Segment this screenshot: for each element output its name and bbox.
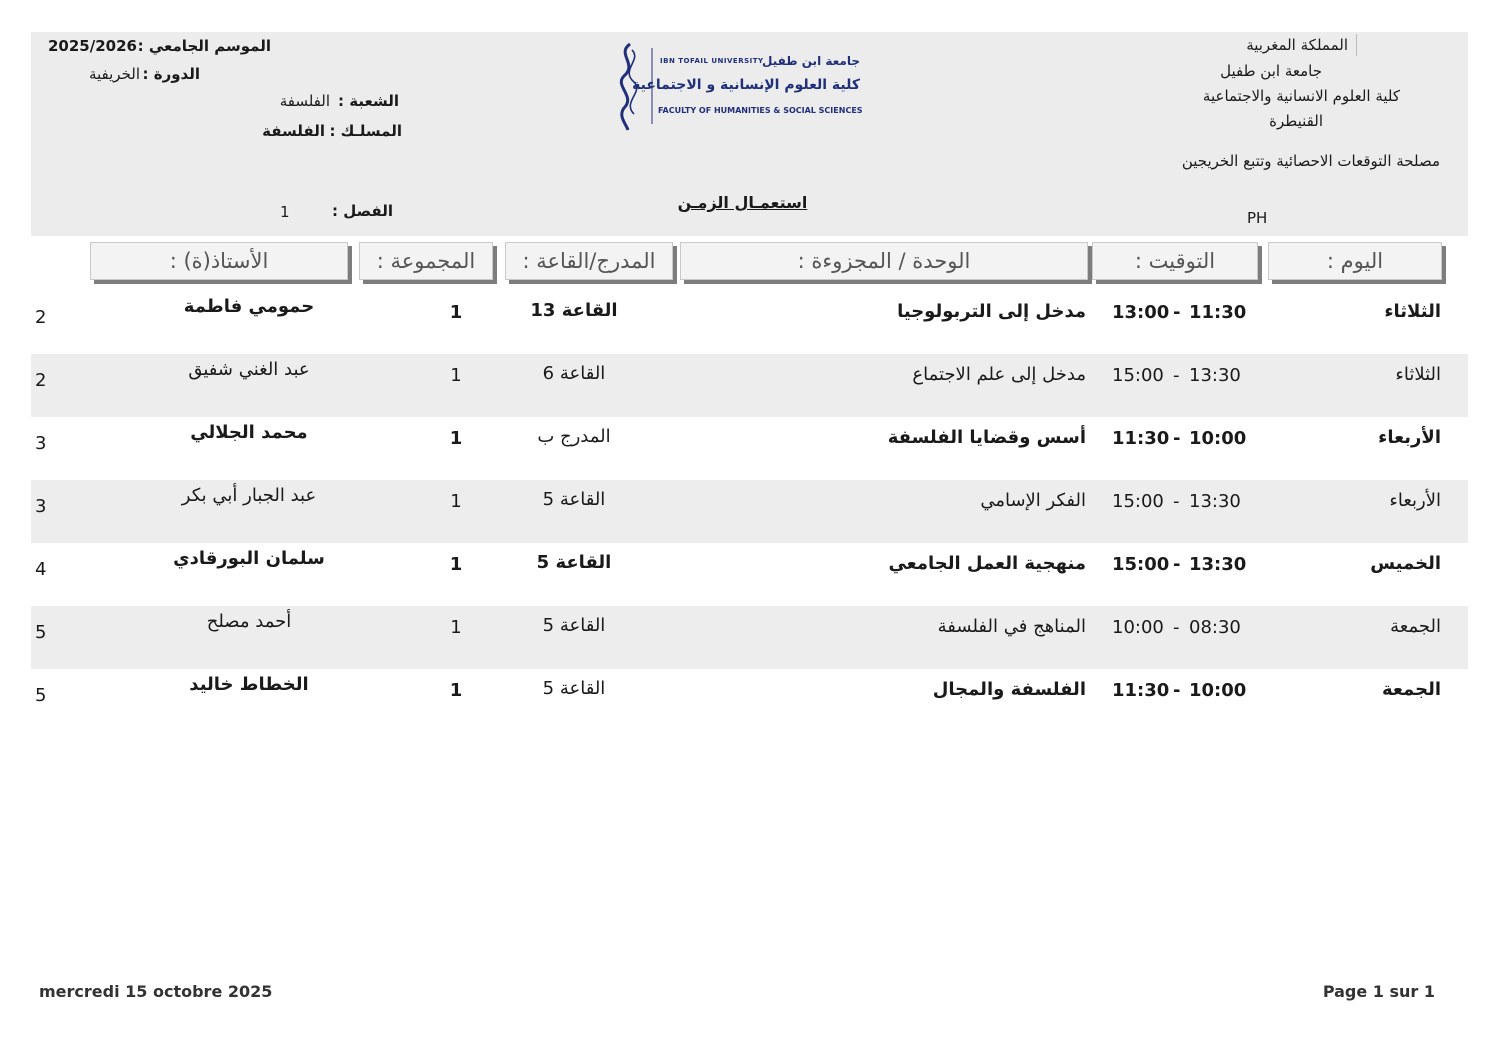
footer-page-number: Page 1 sur 1 xyxy=(1322,982,1435,1001)
semester-label: الفصل : xyxy=(332,202,393,220)
table-row xyxy=(31,417,1468,480)
time-sep: - xyxy=(1173,302,1181,323)
truncated-cell: 4 xyxy=(35,559,47,580)
module-cell: مدخل إلى علم الاجتماع xyxy=(912,364,1086,385)
time-start: 13:30 xyxy=(1189,491,1241,512)
column-header-teacher: الأستاذ(ة) : xyxy=(90,242,348,280)
time-end: 10:00 xyxy=(1112,617,1164,638)
truncated-cell: 2 xyxy=(35,307,47,328)
teacher-cell: عبد الجبار أبي بكر xyxy=(181,485,317,506)
day-cell: الأربعاء xyxy=(1389,490,1441,511)
track-label: المسلـك : xyxy=(329,122,402,140)
group-cell: 1 xyxy=(449,302,463,323)
room-cell: القاعة 13 xyxy=(530,300,618,321)
group-cell: 1 xyxy=(449,428,463,449)
truncated-cell: 5 xyxy=(35,622,47,643)
kingdom-label: المملكة المغربية xyxy=(1246,36,1348,54)
day-cell: الجمعة xyxy=(1390,616,1441,637)
group-cell: 1 xyxy=(450,365,462,386)
room-cell: القاعة 5 xyxy=(542,678,606,699)
logo-en-line2: FACULTY OF HUMANITIES & SOCIAL SCIENCES xyxy=(658,106,863,115)
group-cell: 1 xyxy=(449,680,463,701)
module-cell: المناهج في الفلسفة xyxy=(937,616,1086,637)
module-cell: مدخل إلى التربولوجيا xyxy=(897,301,1086,322)
time-start: 10:00 xyxy=(1189,428,1247,449)
group-cell: 1 xyxy=(450,617,462,638)
table-row xyxy=(31,480,1468,543)
module-cell: الفكر الإسامي xyxy=(980,490,1086,511)
time-start: 08:30 xyxy=(1189,617,1241,638)
season-value: 2025/2026 xyxy=(48,37,137,55)
column-header-room: المدرج/القاعة : xyxy=(505,242,673,280)
table-row xyxy=(31,354,1468,417)
room-cell: القاعة 5 xyxy=(542,489,606,510)
room-cell: القاعة 5 xyxy=(536,552,612,573)
time-start: 10:00 xyxy=(1189,680,1247,701)
time-start: 13:30 xyxy=(1189,554,1247,575)
room-cell: المدرج ب xyxy=(537,426,611,447)
table-row xyxy=(31,291,1468,354)
time-end: 13:00 xyxy=(1112,302,1170,323)
table-row xyxy=(31,543,1468,606)
branch-value: الفلسفة xyxy=(279,92,330,110)
logo-en-line1: IBN TOFAIL UNIVERSITY xyxy=(660,57,764,65)
logo-ar-line2: كلية العلوم الإنسانية و الاجتماعية xyxy=(632,77,860,93)
module-cell: أسس وقضايا الفلسفة xyxy=(887,427,1086,448)
group-cell: 1 xyxy=(450,491,462,512)
time-sep: - xyxy=(1173,680,1181,701)
track-value: الفلسفة xyxy=(262,122,325,140)
time-end: 15:00 xyxy=(1112,554,1170,575)
time-start: 13:30 xyxy=(1189,365,1241,386)
program-code: PH xyxy=(1247,209,1268,227)
day-cell: الخميس xyxy=(1370,553,1441,574)
column-header-group: المجموعة : xyxy=(359,242,493,280)
university-name: جامعة ابن طفيل xyxy=(1220,62,1322,80)
session-label: الدورة : xyxy=(142,65,200,83)
time-start: 11:30 xyxy=(1189,302,1247,323)
module-cell: الفلسفة والمجال xyxy=(932,679,1086,700)
university-logo xyxy=(612,40,862,132)
teacher-cell: أحمد مصلح xyxy=(206,611,292,632)
session-value: الخريفية xyxy=(88,65,140,83)
teacher-cell: الخطاط خاليد xyxy=(189,674,309,695)
time-end: 15:00 xyxy=(1112,491,1164,512)
service-name: مصلحة التوقعات الاحصائية وتتبع الخريجين xyxy=(1181,152,1440,170)
day-cell: الجمعة xyxy=(1381,679,1441,700)
semester-value: 1 xyxy=(280,203,290,221)
day-cell: الثلاثاء xyxy=(1395,364,1441,385)
time-sep: - xyxy=(1173,617,1180,638)
faculty-name: كلية العلوم الانسانية والاجتماعية xyxy=(1202,87,1400,105)
time-end: 11:30 xyxy=(1112,428,1170,449)
city-name: القنيطرة xyxy=(1269,112,1323,130)
truncated-cell: 3 xyxy=(35,433,47,454)
column-header-module: الوحدة / المجزوءة : xyxy=(680,242,1088,280)
table-row xyxy=(31,669,1468,732)
time-sep: - xyxy=(1173,365,1180,386)
teacher-cell: محمد الجلالي xyxy=(190,422,308,443)
day-cell: الثلاثاء xyxy=(1384,301,1441,322)
truncated-cell: 2 xyxy=(35,370,47,391)
table-row xyxy=(31,606,1468,669)
room-cell: القاعة 6 xyxy=(542,363,606,384)
time-end: 15:00 xyxy=(1112,365,1164,386)
teacher-cell: عبد الغني شفيق xyxy=(188,359,310,380)
season-label: الموسم الجامعي : xyxy=(137,37,271,55)
header-divider xyxy=(1356,34,1357,56)
module-cell: منهجية العمل الجامعي xyxy=(888,553,1086,574)
column-header-time: التوقيت : xyxy=(1092,242,1258,280)
page-title: استعمـال الزمـن xyxy=(677,193,808,212)
truncated-cell: 3 xyxy=(35,496,47,517)
footer-date: mercredi 15 octobre 2025 xyxy=(39,982,273,1001)
group-cell: 1 xyxy=(449,554,463,575)
room-cell: القاعة 5 xyxy=(542,615,606,636)
time-sep: - xyxy=(1173,554,1181,575)
branch-label: الشعبة : xyxy=(338,92,399,110)
time-end: 11:30 xyxy=(1112,680,1170,701)
teacher-cell: سلمان البورقادي xyxy=(173,548,325,569)
truncated-cell: 5 xyxy=(35,685,47,706)
time-sep: - xyxy=(1173,491,1180,512)
column-header-day: اليوم : xyxy=(1268,242,1442,280)
logo-ar-line1: جامعة ابن طفيل xyxy=(762,54,860,68)
teacher-cell: حمومي فاطمة xyxy=(183,296,315,317)
time-sep: - xyxy=(1173,428,1181,449)
day-cell: الأربعاء xyxy=(1378,427,1441,448)
